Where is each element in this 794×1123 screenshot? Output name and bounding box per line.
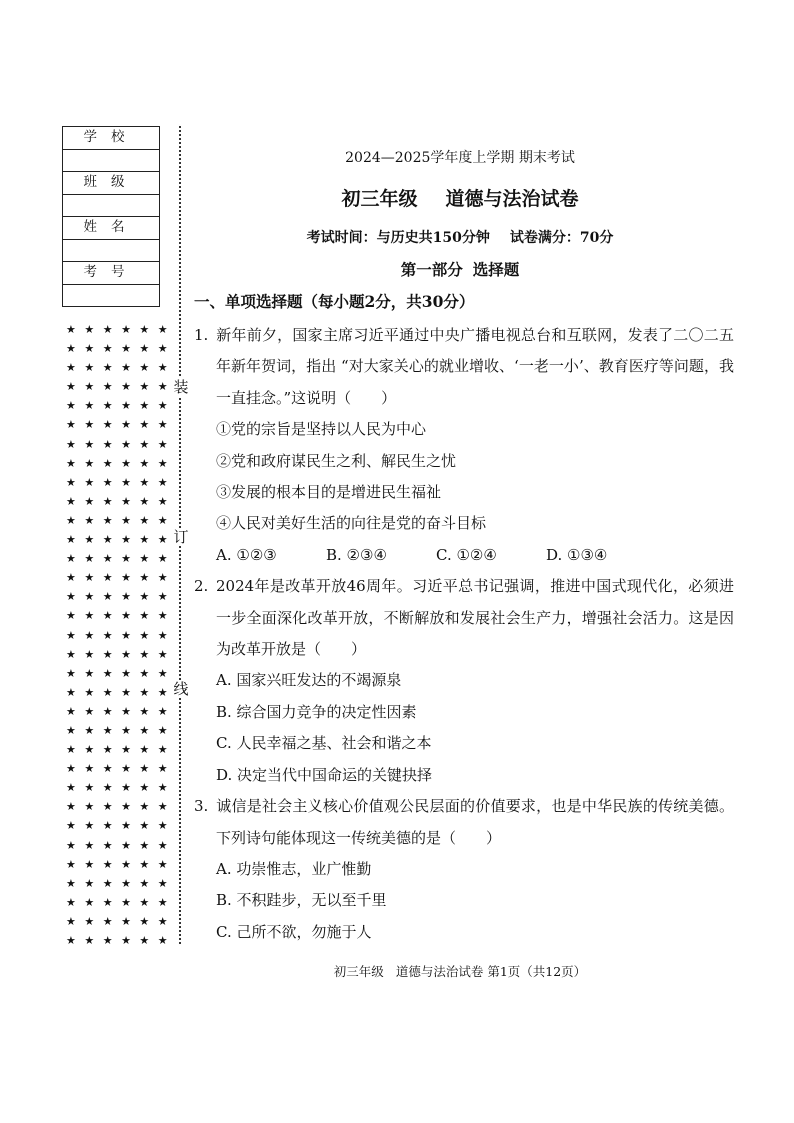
footer-subject: 道德与法治试卷 [395, 964, 484, 979]
page-footer [200, 962, 720, 980]
exam-term: 2024—2025学年度上学期 期末考试 [345, 150, 575, 166]
option-a[interactable]: A. 国家兴旺发达的不竭源泉 [216, 671, 402, 690]
option-b[interactable]: B. 不积跬步，无以至千里 [216, 891, 387, 910]
name-label: 姓名 [63, 217, 160, 240]
question-list [194, 320, 734, 948]
binding-char-xian: 线 [173, 680, 189, 698]
option-d[interactable]: D. 决定当代中国命运的关键抉择 [216, 765, 433, 784]
statement-item: ③发展的根本目的是增进民生福祉 [216, 483, 442, 502]
option-b[interactable]: B. 综合国力竞争的决定性因素 [216, 702, 417, 721]
part-title [200, 258, 720, 280]
section-title: 一、单项选择题（每小题2分，共30分） [194, 292, 475, 311]
statement-item: ①党的宗旨是坚持以人民为中心 [216, 420, 427, 439]
statement-item: ②党和政府谋民生之利、解民生之忧 [216, 451, 457, 470]
exam-no-field[interactable] [63, 284, 160, 307]
school-label: 学校 [63, 127, 160, 150]
question-number: 3. [194, 797, 209, 816]
option-b[interactable]: B. ②③④ [326, 545, 387, 564]
option-d[interactable]: D. ①③④ [546, 545, 608, 564]
option-c[interactable]: C. 人民幸福之基、社会和谐之本 [216, 734, 432, 753]
exam-info [200, 227, 720, 247]
option-a[interactable]: A. ①②③ [216, 545, 277, 564]
part-name: 选择题 [472, 260, 520, 279]
exam-no-label: 考号 [63, 262, 160, 285]
question-stem: 诚信是社会主义核心价值观公民层面的价值要求，也是中华民族的传统美德。下列诗句能体现这一传统美德的是（ ） [216, 797, 734, 847]
option-a[interactable]: A. 功崇惟志，业广惟勤 [216, 859, 372, 878]
question-2 [194, 571, 734, 665]
name-field[interactable] [63, 239, 160, 262]
question-1 [194, 320, 734, 414]
exam-score: 试卷满分：70分 [509, 230, 614, 246]
question-stem: 2024年是改革开放46周年。习近平总书记强调，推进中国式现代化，必须进一步全面深化改革开放，不断解放和发展社会生产力，增强社会活力。这是因为改革开放是（ ） [216, 577, 734, 659]
footer-grade: 初三年级 [333, 964, 384, 979]
part-label: 第一部分 [400, 260, 463, 279]
exam-time: 考试时间：与历史共150分钟 [306, 230, 490, 246]
question-3 [194, 791, 734, 854]
exam-grade: 初三年级 [341, 188, 418, 210]
binding-char-ding: 订 [173, 528, 189, 546]
star-decoration-column: ★ ★ ★ ★ ★ ★ ★ ★ ★ ★ ★ ★ ★ ★ ★ ★ ★ ★ ★ ★ ★ ★ ★ ★ ★ ★ ★ ★ ★ ★ ★ ★ ★ ★ ★ ★ ★ ★ ★ ★ ★ ★ ★ ★ ★ ★ ★ ★ ★ ★ ★ ★ ★ ★ ★ ★ ★ ★ ★ ★ ★ ★ ★ ★ ★ ★ ★ ★ ★ ★ ★ ★ ★ ★ ★ ★ ★ ★ ★ ★ ★ ★ ★ ★ ★ ★ ★ ★ ★ ★ ★ ★ ★ ★ ★ ★ ★ ★ ★ ★ ★ ★ ★ ★ ★ ★ ★ ★ ★ ★ ★ ★ ★ ★ ★ ★ ★ ★ ★ ★ ★ ★ ★ ★ ★ ★ ★ ★ ★ ★ ★ ★ ★ ★ ★ ★ ★ ★ ★ ★ ★ ★ ★ ★ ★ ★ ★ ★ ★ ★ ★ ★ ★ ★ ★ ★ ★ ★ ★ ★ ★ ★ ★ ★ ★ ★ ★ ★ ★ ★ ★ ★ ★ ★ ★ ★ ★ ★ ★ ★ ★ ★ ★ ★ ★ ★ ★ ★ ★ ★ ★ ★ ★ ★ ★ ★ ★ ★ [66, 323, 171, 947]
option-c[interactable]: C. ①②④ [436, 545, 497, 564]
question-number: 1. [194, 326, 209, 344]
statement-item: ④人民对美好生活的向往是党的奋斗目标 [216, 514, 487, 533]
school-field[interactable] [63, 149, 160, 172]
class-label: 班级 [63, 172, 160, 195]
exam-subject: 道德与法治试卷 [445, 188, 579, 210]
class-field[interactable] [63, 194, 160, 217]
footer-page: 第1页（共12页） [487, 964, 587, 979]
question-stem: 新年前夕，国家主席习近平通过中央广播电视总台和互联网，发表了二〇二五年新年贺词，指出 “对大家关心的就业增收、‘一老一小’、教育医疗等问题，我一直挂念。”这说明（ ） [216, 326, 734, 407]
student-info-table [62, 126, 160, 307]
footer-subject-page [396, 964, 586, 979]
exam-title [200, 184, 720, 211]
option-c[interactable]: C. 己所不欲，勿施于人 [216, 922, 372, 941]
binding-char-zhuang: 装 [173, 378, 189, 396]
answer-options-row [194, 540, 734, 571]
question-number: 2. [194, 577, 209, 596]
